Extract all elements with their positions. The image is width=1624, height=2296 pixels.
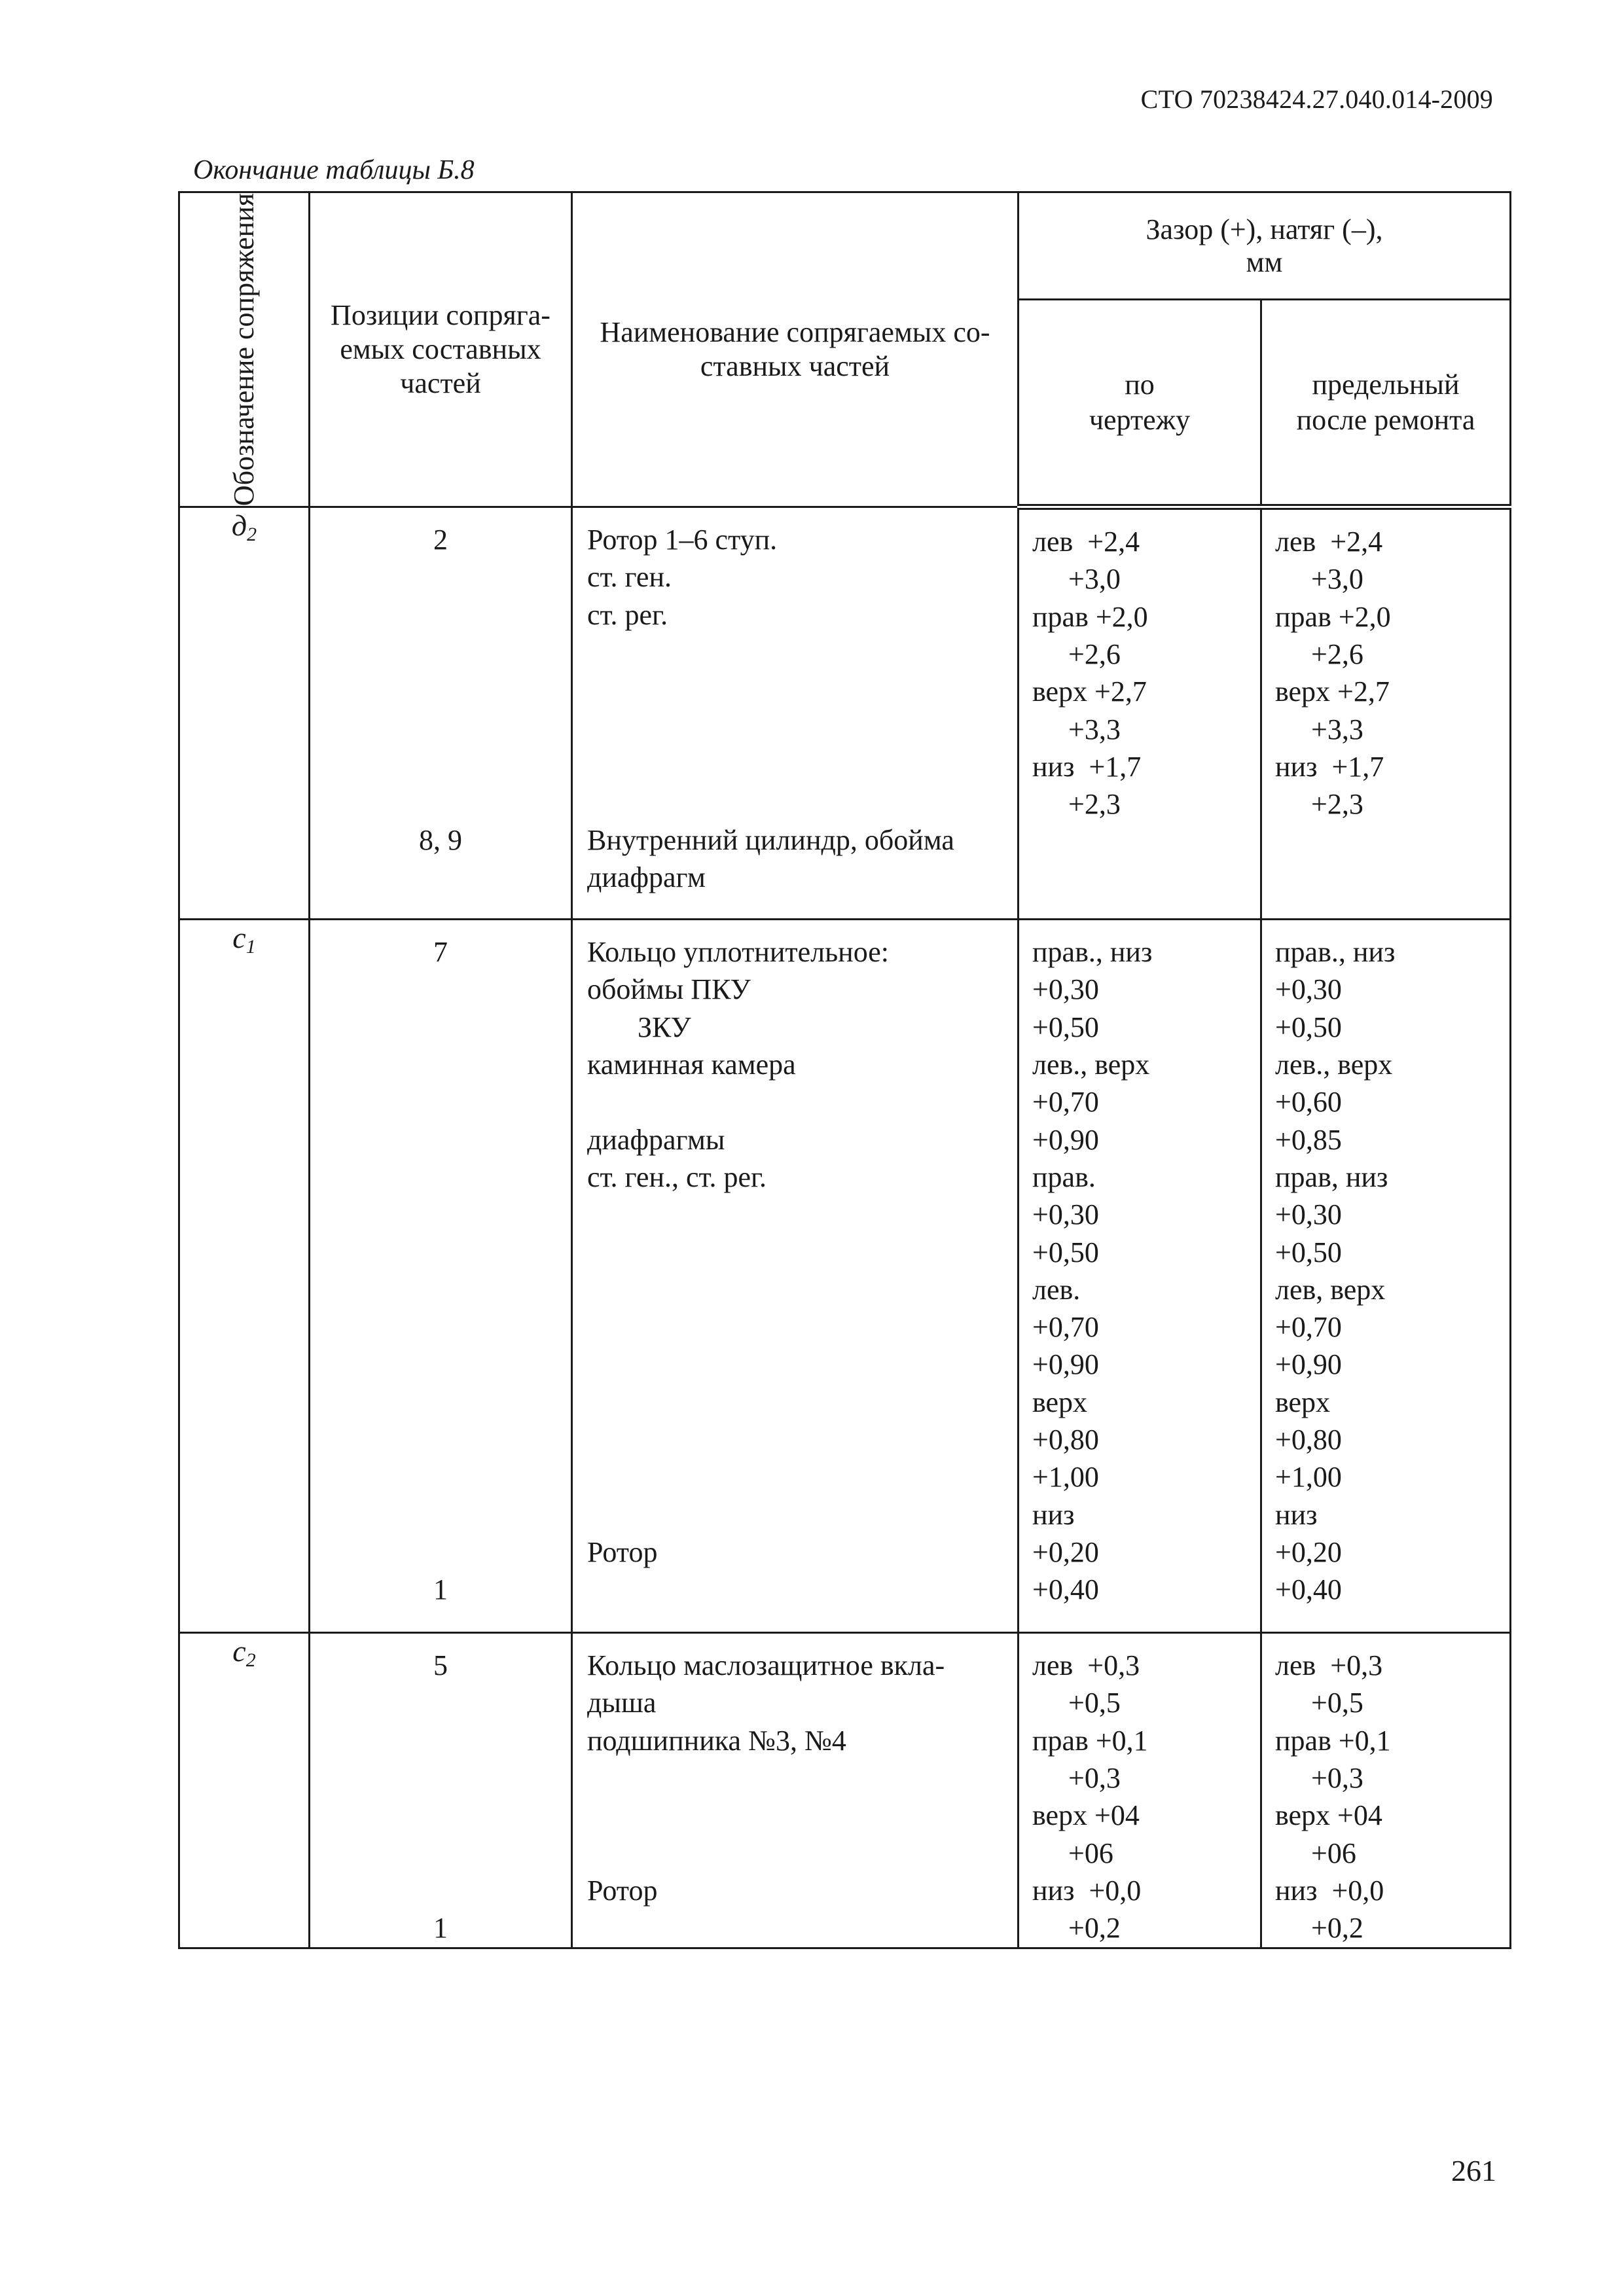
designation-symbol: д — [231, 509, 247, 543]
table-caption: Окончание таблицы Б.8 — [193, 155, 475, 185]
header-designation — [179, 192, 310, 507]
positions-cell — [310, 507, 572, 920]
limit-after-repair-cell — [1261, 507, 1511, 920]
limit-after-repair-cell — [1261, 920, 1511, 1633]
header-positions-label: Позиции сопряга- емых составных частей — [331, 299, 550, 400]
name-text: Кольцо маслозащитное вкла- дыша подшипника №3, №4 Ротор — [587, 1649, 945, 1907]
document-code: СТО 70238424.27.040.014-2009 — [1140, 84, 1493, 114]
header-by-drawing — [1019, 300, 1261, 507]
positions-cell — [310, 920, 572, 1633]
designation-cell — [179, 507, 310, 920]
limit-after-repair-cell — [1261, 1633, 1511, 1948]
by-drawing-cell — [1019, 507, 1261, 920]
table-row — [179, 1633, 1511, 1948]
by-drawing-cell — [1019, 1633, 1261, 1948]
header-limit-after-repair — [1261, 300, 1511, 507]
header-positions — [310, 192, 572, 507]
designation-subscript: 2 — [245, 1649, 256, 1672]
name-text: Кольцо уплотнительное: обоймы ПКУ ЗКУ каминная камера диафрагмы ст. ген., ст. рег. Ротор — [587, 936, 890, 1568]
header-gap-group-label: Зазор (+), натяг (–), мм — [1146, 213, 1383, 278]
designation-subscript: 2 — [247, 524, 257, 546]
name-cell — [572, 920, 1019, 1633]
limit-after-repair-text: лев +0,3 +0,5 прав +0,1 +0,3 верх +04 +06 низ +0,0 +0,2 — [1275, 1649, 1391, 1945]
header-limit-after-repair-label: предельный после ремонта — [1296, 368, 1475, 436]
table-header — [179, 192, 1511, 507]
designation-subscript: 1 — [245, 936, 256, 958]
by-drawing-text: лев +0,3 +0,5 прав +0,1 +0,3 верх +04 +06 низ +0,0 +0,2 — [1032, 1649, 1148, 1945]
designation-cell — [179, 1633, 310, 1948]
header-gap-group — [1019, 192, 1511, 300]
header-designation-label: Обозначение сопряжения — [228, 193, 260, 507]
name-cell — [572, 507, 1019, 920]
header-name-label: Наименование сопрягаемых со- ставных частей — [600, 316, 990, 383]
clearance-table — [178, 191, 1511, 1949]
by-drawing-text: лев +2,4 +3,0 прав +2,0 +2,6 верх +2,7 +3,3 низ +1,7 +2,3 — [1032, 526, 1148, 821]
positions-text: 2 8, 9 — [419, 524, 462, 856]
positions-text: 5 1 — [433, 1649, 448, 1945]
positions-text: 7 1 — [433, 936, 448, 1606]
header-by-drawing-label: по чертежу — [1089, 368, 1191, 436]
designation-symbol: с — [232, 921, 246, 955]
positions-cell — [310, 1633, 572, 1948]
name-text: Ротор 1–6 ступ. ст. ген. ст. рег. Внутренний цилиндр, обойма диафрагм — [587, 524, 954, 893]
designation-symbol: с — [232, 1634, 246, 1668]
limit-after-repair-text: лев +2,4 +3,0 прав +2,0 +2,6 верх +2,7 +3,3 низ +1,7 +2,3 — [1275, 526, 1391, 821]
limit-after-repair-text: прав., низ +0,30 +0,50 лев., верх +0,60 +0,85 прав, низ +0,30 +0,50 лев, верх +0,70 +0,90 верх +0,80 +1,00 низ +0,20 +0,40 — [1275, 936, 1396, 1606]
name-cell — [572, 1633, 1019, 1948]
designation-cell — [179, 920, 310, 1633]
table-row — [179, 920, 1511, 1633]
table-row — [179, 507, 1511, 920]
by-drawing-text: прав., низ +0,30 +0,50 лев., верх +0,70 +0,90 прав. +0,30 +0,50 лев. +0,70 +0,90 верх +0,80 +1,00 низ +0,20 +0,40 — [1032, 936, 1153, 1606]
by-drawing-cell — [1019, 920, 1261, 1633]
header-name — [572, 192, 1019, 507]
page-number: 261 — [1451, 2154, 1496, 2187]
